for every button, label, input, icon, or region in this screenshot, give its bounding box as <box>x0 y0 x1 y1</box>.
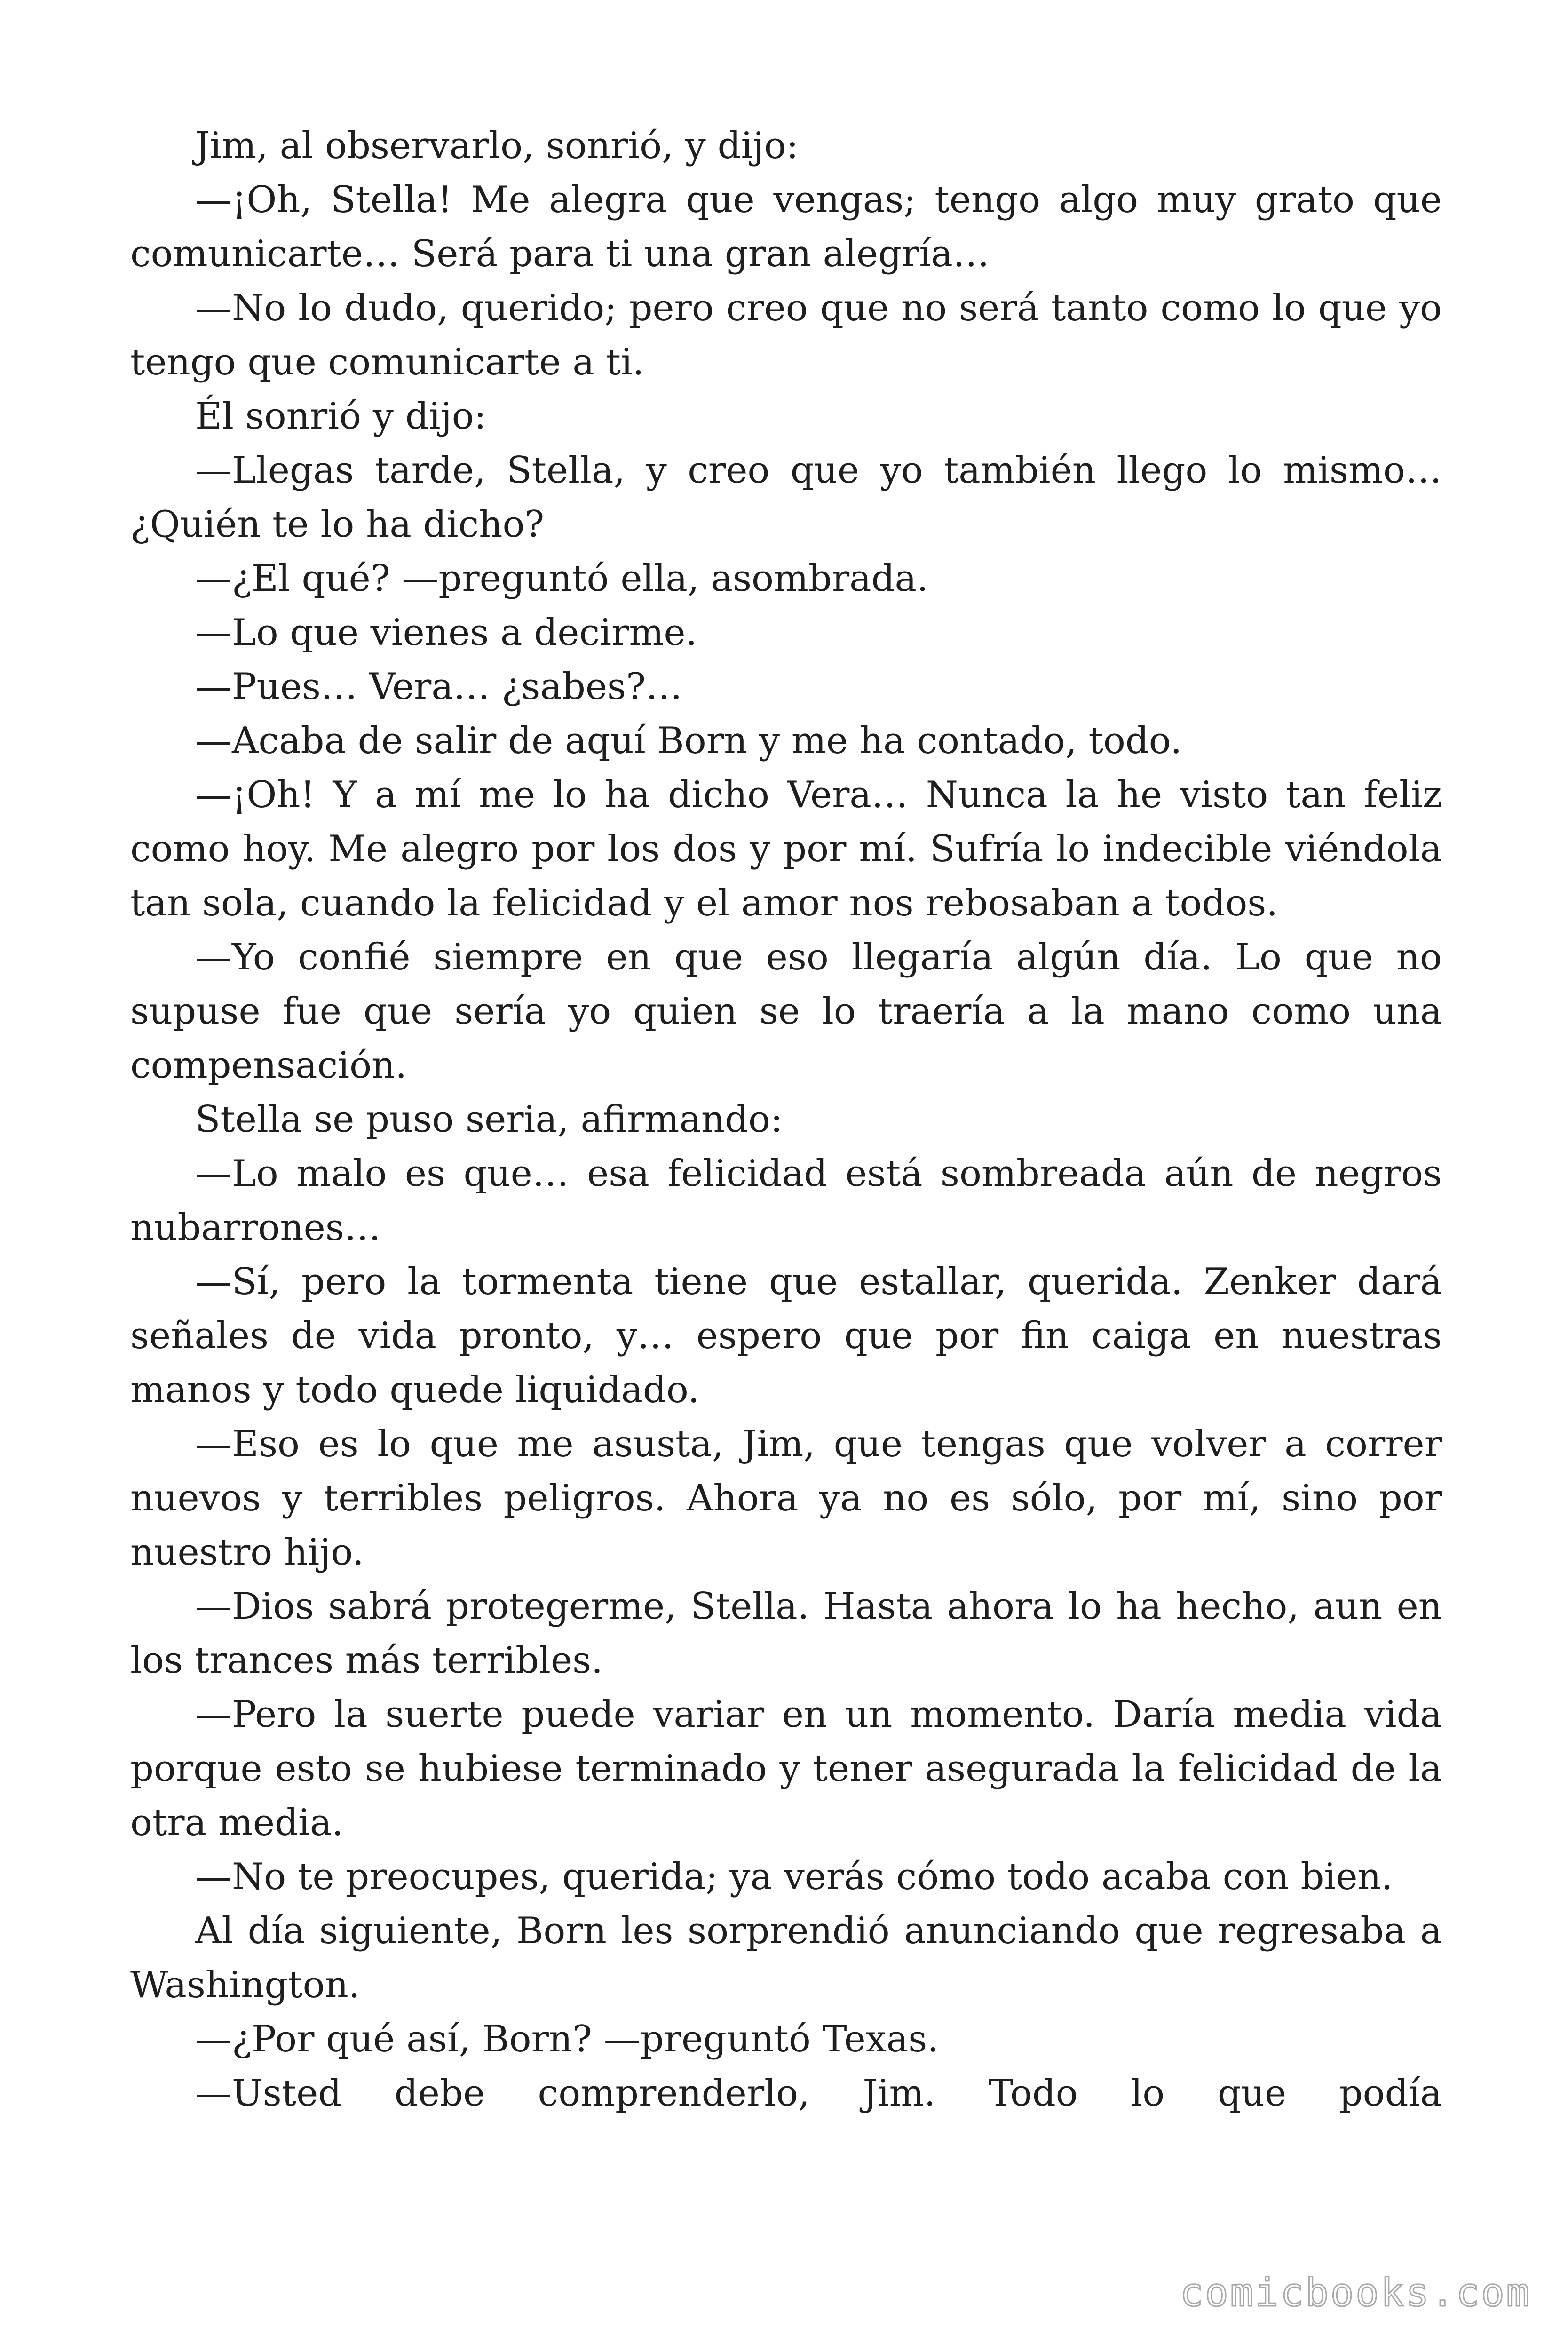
paragraph-19: Al día siguiente, Born les sorprendió anunciando que regresaba a Washington. <box>130 1910 1442 2006</box>
paragraph-5: —Llegas tarde, Stella, y creo que yo también llego lo mismo… ¿Quién te lo ha dicho? <box>130 449 1442 546</box>
paragraph-17: —Pero la suerte puede variar en un momento. Daría media vida porque esto se hubiese terminado y tener asegurada la felicidad de la otra media. <box>130 1693 1442 1844</box>
paragraph-16: —Dios sabrá protegerme, Stella. Hasta ahora lo ha hecho, aun en los trances más terribles. <box>130 1585 1442 1682</box>
paragraph-18: —No te preocupes, querida; ya verás cómo todo acaba con bien. <box>195 1856 1393 1898</box>
paragraph-11: —Yo confié siempre en que eso llegaría algún día. Lo que no supuse fue que sería yo quien se lo traería a la mano como una compensación. <box>130 936 1442 1087</box>
paragraph-21: —Usted debe comprenderlo, Jim. Todo lo que podía <box>195 2072 1442 2114</box>
site-watermark: comicbooks.com <box>1180 2271 1531 2315</box>
paragraph-3: —No lo dudo, querido; pero creo que no será tanto como lo que yo tengo que comunicarte a ti. <box>130 287 1442 383</box>
paragraph-15: —Eso es lo que me asusta, Jim, que tengas que volver a correr nuevos y terribles peligros. Ahora ya no es sólo, por mí, sino por nuestro hijo. <box>130 1423 1442 1573</box>
book-page-text <box>130 119 1442 2121</box>
paragraph-12: Stella se puso seria, afirmando: <box>195 1098 783 1141</box>
paragraph-4: Él sonrió y dijo: <box>195 395 487 437</box>
paragraph-7: —Lo que vienes a decirme. <box>195 612 697 654</box>
paragraph-1: Jim, al observarlo, sonrió, y dijo: <box>195 125 799 167</box>
paragraph-10: —¡Oh! Y a mí me lo ha dicho Vera… Nunca la he visto tan feliz como hoy. Me alegro por los dos y por mí. Sufría lo indecible viéndola tan sola, cuando la felicidad y el amor nos rebosaban a todos. <box>130 774 1442 924</box>
paragraph-14: —Sí, pero la tormenta tiene que estallar, querida. Zenker dará señales de vida pronto, y… espero que por fin caiga en nuestras manos y todo quede liquidado. <box>130 1261 1442 1411</box>
paragraph-2: —¡Oh, Stella! Me alegra que vengas; tengo algo muy grato que comunicarte… Será para ti una gran alegría… <box>130 179 1442 275</box>
paragraph-13: —Lo malo es que… esa felicidad está sombreada aún de negros nubarrones… <box>130 1152 1442 1249</box>
paragraph-9: —Acaba de salir de aquí Born y me ha contado, todo. <box>195 720 1182 762</box>
paragraph-6: —¿El qué? —preguntó ella, asombrada. <box>195 557 928 600</box>
paragraph-20: —¿Por qué así, Born? —preguntó Texas. <box>195 2018 939 2060</box>
paragraph-8: —Pues… Vera… ¿sabes?… <box>195 666 682 708</box>
